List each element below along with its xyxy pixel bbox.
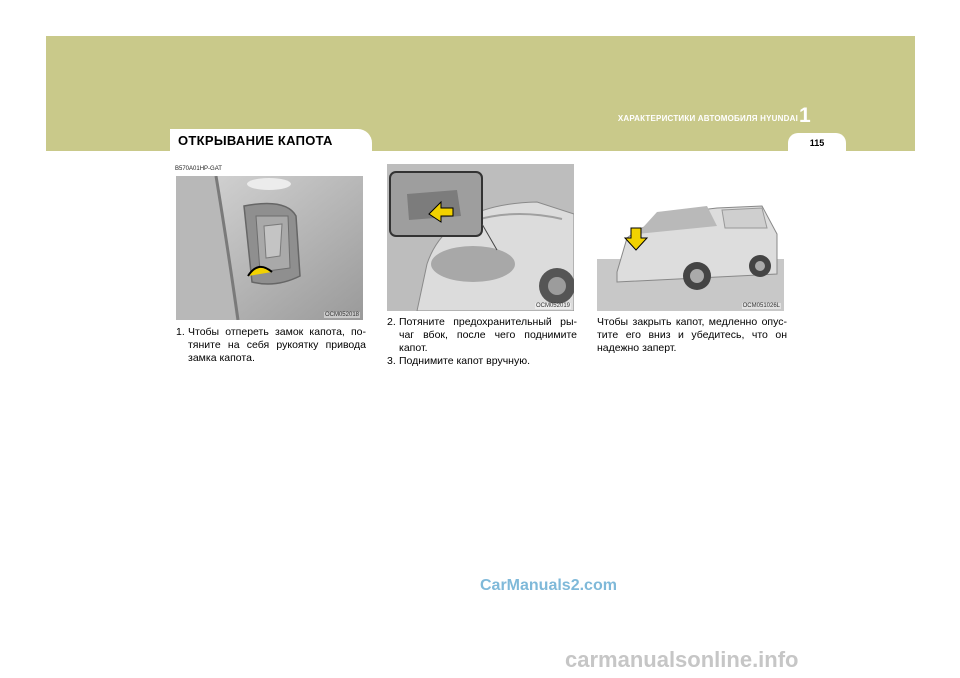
steps-2-3 bbox=[387, 316, 577, 368]
step-number: 3. bbox=[387, 355, 396, 367]
page-number: 115 bbox=[788, 133, 846, 153]
chapter-title: ХАРАКТЕРИСТИКИ АВТОМОБИЛЯ HYUNDAI bbox=[617, 114, 798, 123]
watermark-link[interactable]: CarManuals2.com bbox=[480, 577, 617, 594]
section-title: ОТКРЫВАНИЕ КАПОТА bbox=[170, 129, 372, 153]
figure-safety-catch bbox=[387, 164, 574, 311]
step-1 bbox=[176, 326, 366, 365]
step-text: Поднимите капот вручную. bbox=[399, 355, 531, 367]
figure-code: OCM052018 bbox=[324, 312, 359, 318]
step-text: Чтобы отпереть замок капота, по-тяните на себя рукоятку привода замка капота. bbox=[188, 326, 366, 364]
chapter-number: 1 bbox=[799, 104, 811, 127]
figure-closing-hood bbox=[597, 164, 784, 311]
watermark-footer: carmanualsonline.info bbox=[565, 647, 799, 672]
step-number: 2. bbox=[387, 316, 396, 328]
figure-code: OCM051026L bbox=[742, 303, 780, 309]
section-code: B570A01HP-GAT bbox=[175, 166, 222, 172]
step-text: Потяните предохранительный ры-чаг вбок, после чего поднимите капот. bbox=[399, 316, 577, 354]
closing-note: Чтобы закрыть капот, медленно опус-тите его вниз и убедитесь, что он надежно заперт. bbox=[597, 316, 787, 354]
figure-code: OCM052019 bbox=[535, 303, 570, 309]
step-number: 1. bbox=[176, 326, 185, 338]
figure-hood-release-handle bbox=[176, 176, 363, 320]
